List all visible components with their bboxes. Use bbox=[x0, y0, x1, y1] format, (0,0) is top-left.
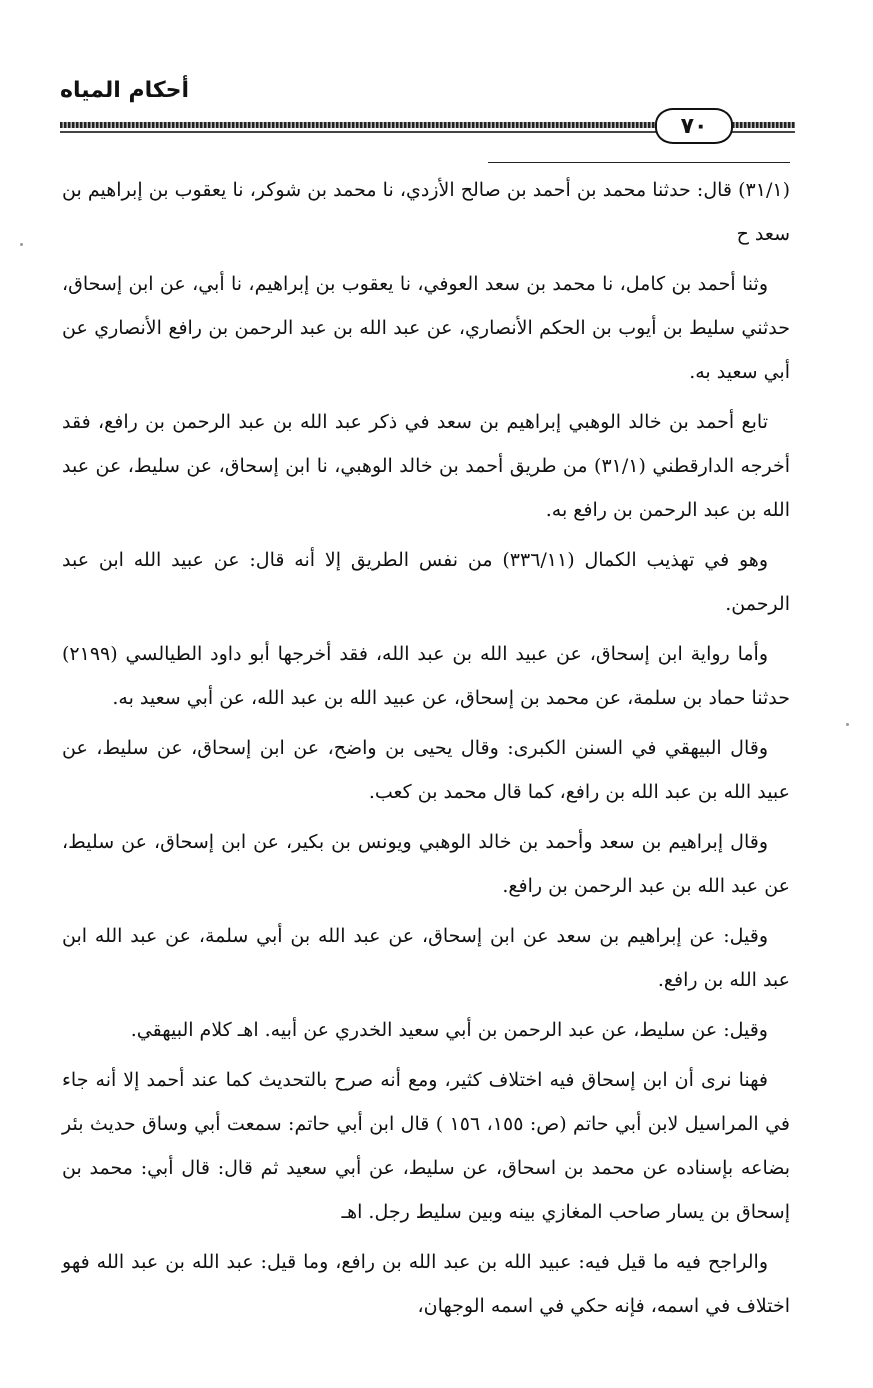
footnote-paragraph: وقال البيهقي في السنن الكبرى: وقال يحيى بن واضح، عن ابن إسحاق، عن سليط، عن عبيد الله بن عبد الله بن رافع، كما قال محمد بن كعب. bbox=[62, 737, 790, 803]
footnote-paragraph: والراجح فيه ما قيل فيه: عبيد الله بن عبد الله بن رافع، وما قيل: عبد الله بن عبد الله فهو اختلاف في اسمه، فإنه حكي في اسمه الوجهان، bbox=[62, 1251, 790, 1317]
footnote-separator-rule bbox=[488, 162, 790, 163]
margin-speck bbox=[846, 723, 849, 726]
margin-speck bbox=[20, 243, 23, 246]
footnote-paragraph: تابع أحمد بن خالد الوهبي إبراهيم بن سعد في ذكر عبد الله بن عبد الرحمن بن رافع، فقد أخرجه الدارقطني (٣١/١) من طريق أحمد بن خالد الوهبي، نا ابن إسحاق، عن سليط، عن عبد الله بن عبد الرحمن بن رافع به. bbox=[62, 411, 790, 521]
page-number: ٧٠ bbox=[680, 113, 708, 139]
footnote-paragraph: وقيل: عن إبراهيم بن سعد عن ابن إسحاق، عن عبد الله بن أبي سلمة، عن عبد الله ابن عبد الله بن رافع. bbox=[62, 925, 790, 991]
footnote-text-block bbox=[62, 168, 790, 1334]
footnote-paragraph: (٣١/١) قال: حدثنا محمد بن أحمد بن صالح الأزدي، نا محمد بن شوكر، نا يعقوب بن إبراهيم بن سعد ح bbox=[62, 179, 790, 245]
footnote-paragraph: وقيل: عن سليط، عن عبد الرحمن بن أبي سعيد الخدري عن أبيه. اهـ كلام البيهقي. bbox=[130, 1019, 768, 1041]
footnote-paragraph: وأما رواية ابن إسحاق، عن عبيد الله بن عبد الله، فقد أخرجها أبو داود الطيالسي (٢١٩٩) حدثنا حماد بن سلمة، عن محمد بن إسحاق، عن عبيد الله بن عبد الله، عن أبي سعيد به. bbox=[62, 643, 790, 709]
footnote-paragraph: فهنا نرى أن ابن إسحاق فيه اختلاف كثير، ومع أنه صرح بالتحديث كما عند أحمد إلا أنه جاء في المراسيل لابن أبي حاتم (ص: ١٥٥، ١٥٦ ) قال ابن أبي حاتم: سمعت أبي وساق حديث بئر بضاعه بإسناده عن محمد بن اسحاق، عن سليط، عن أبي سعيد ثم قال: قال أبي: محمد بن إسحاق بن يسار صاحب المغازي بينه وبين سليط رجل. اهـ bbox=[62, 1069, 790, 1223]
footnote-paragraph: وثنا أحمد بن كامل، نا محمد بن سعد العوفي، نا يعقوب بن إبراهيم، نا أبي، عن ابن إسحاق، حدثني سليط بن أيوب بن الحكم الأنصاري، عن عبد الله بن عبد الرحمن بن رافع الأنصاري عن أبي سعيد به. bbox=[62, 273, 790, 383]
page-number-frame bbox=[655, 108, 733, 144]
running-title: أحكام المياه bbox=[60, 78, 190, 103]
footnote-paragraph: وهو في تهذيب الكمال (٣٣٦/١١) من نفس الطريق إلا أنه قال: عن عبيد الله ابن عبد الرحمن. bbox=[62, 549, 790, 615]
footnote-paragraph: وقال إبراهيم بن سعد وأحمد بن خالد الوهبي ويونس بن بكير، عن ابن إسحاق، عن سليط، عن عبد الله بن عبد الرحمن بن رافع. bbox=[62, 831, 790, 897]
